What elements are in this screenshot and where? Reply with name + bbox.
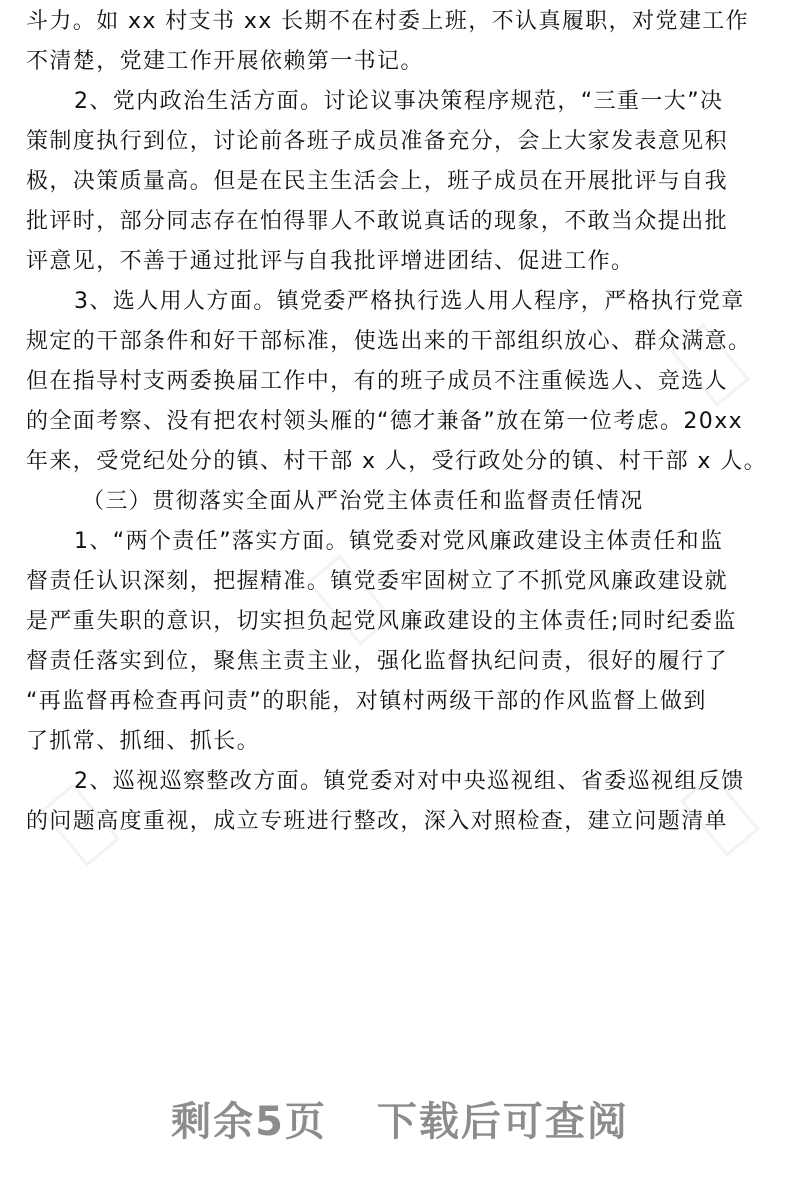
download-prompt-text: 下载后可查阅	[376, 1099, 629, 1145]
text-line: 督责任认识深刻，把握精准。镇党委牢固树立了不抓党风廉政建设就	[26, 569, 729, 594]
text-line: 的全面考察、没有把农村领头雁的“德才兼备”放在第一位考虑。20xx	[26, 409, 744, 434]
download-banner[interactable]	[0, 1090, 800, 1147]
text-line: 督责任落实到位，聚焦主责主业，强化监督执纪问责，很好的履行了	[26, 649, 729, 674]
text-line: 的问题高度重视，成立专班进行整改，深入对照检查，建立问题清单	[26, 809, 729, 834]
text-line: 规定的干部条件和好干部标准，使选出来的干部组织放心、群众满意。	[26, 329, 752, 354]
text-line: 年来，受党纪处分的镇、村干部 x 人，受行政处分的镇、村干部 x 人。	[26, 449, 768, 474]
document-body	[26, 2, 778, 842]
paragraph-start: 3、选人用人方面。镇党委严格执行选人用人程序，严格执行党章	[74, 289, 745, 314]
text-line: 评意见，不善于通过批评与自我批评增进团结、促进工作。	[26, 249, 635, 274]
text-line: 不清楚，党建工作开展依赖第一书记。	[26, 49, 424, 74]
text-line: 批评时，部分同志存在怕得罪人不敢说真话的现象，不敢当众提出批	[26, 209, 729, 234]
paragraph-start: 2、巡视巡察整改方面。镇党委对对中央巡视组、省委巡视组反馈	[74, 769, 745, 794]
section-heading: （三）贯彻落实全面从严治党主体责任和监督责任情况	[82, 489, 644, 514]
text-line: 极，决策质量高。但是在民主生活会上，班子成员在开展批评与自我	[26, 169, 729, 194]
remaining-pages-text: 剩余5页	[171, 1099, 327, 1145]
paragraph-start: 2、党内政治生活方面。讨论议事决策程序规范，“三重一大”决	[74, 89, 724, 114]
text-line: 策制度执行到位，讨论前各班子成员准备充分，会上大家发表意见积	[26, 129, 729, 154]
text-line: “再监督再检查再问责”的职能，对镇村两级干部的作风监督上做到	[26, 689, 707, 714]
paragraph-start: 1、“两个责任”落实方面。镇党委对党风廉政建设主体责任和监	[74, 529, 724, 554]
text-line: 是严重失职的意识，切实担负起党风廉政建设的主体责任;同时纪委监	[26, 609, 737, 634]
text-line: 了抓常、抓细、抓长。	[26, 729, 261, 754]
text-line: 斗力。如 xx 村支书 xx 长期不在村委上班，不认真履职，对党建工作	[26, 9, 750, 34]
text-line: 但在指导村支两委换届工作中，有的班子成员不注重候选人、竞选人	[26, 369, 729, 394]
